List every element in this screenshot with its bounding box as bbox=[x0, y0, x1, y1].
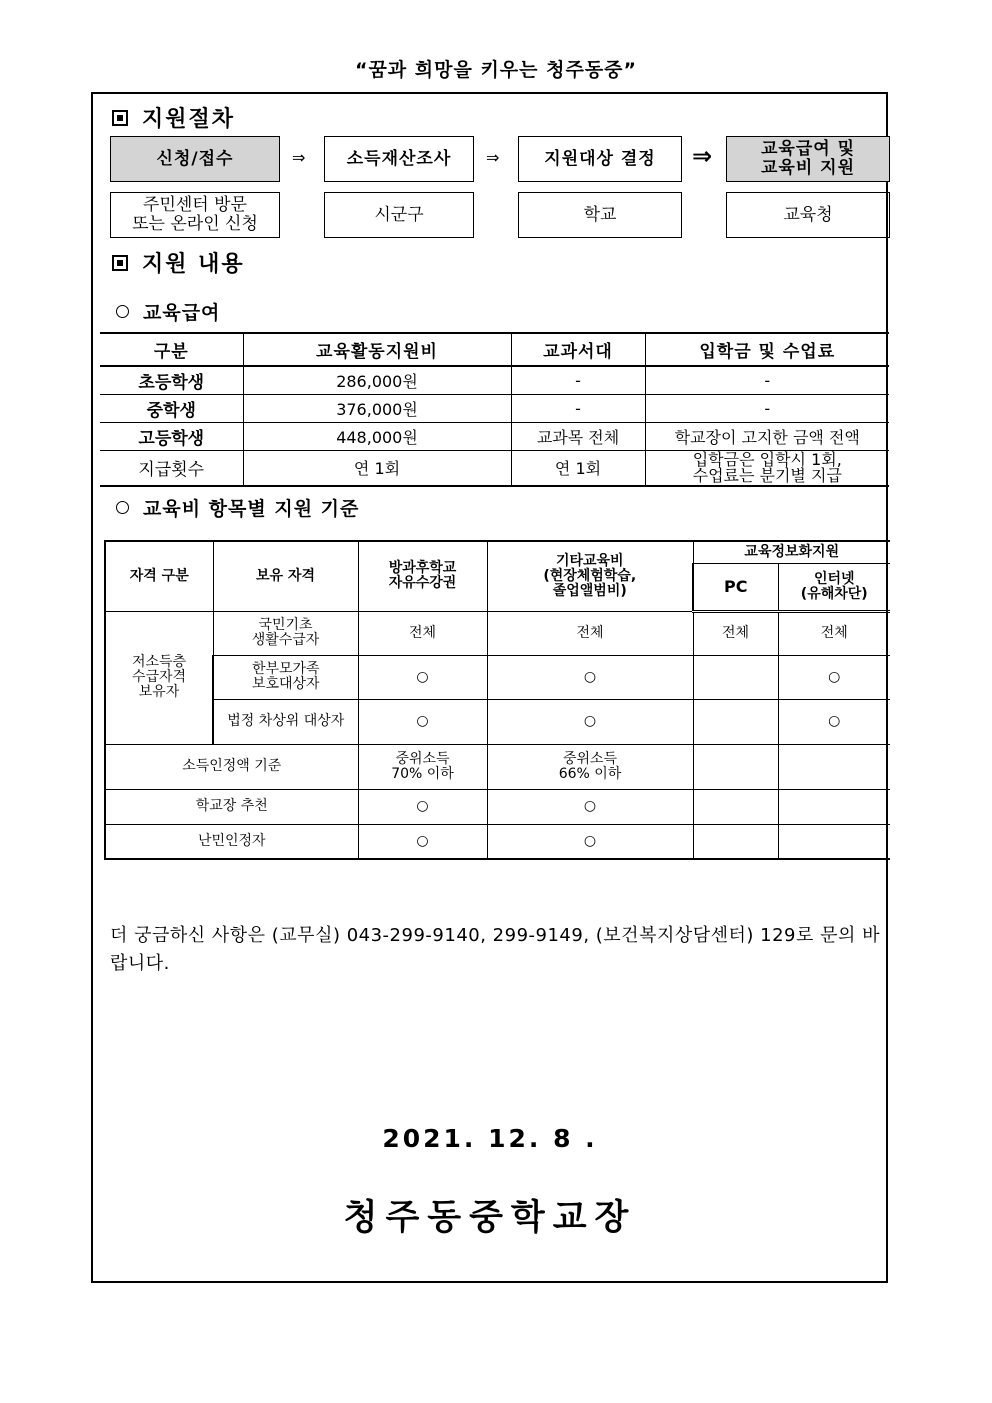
table-header-row: 자격 구분 보유 자격 방과후학교 자유수강권 기타교육비 (현장체험학습, 졸업앨범비) 교육정보화지원 bbox=[105, 541, 890, 563]
signer-name: 청주동중학교장 bbox=[343, 1198, 637, 1238]
table-row: 소득인정액 기준 중위소득 70% 이하 중위소득 66% 이하 bbox=[105, 744, 890, 789]
arrow-icon: ⇒ bbox=[486, 148, 500, 167]
table-row: 난민인정자 ○ ○ bbox=[105, 824, 890, 859]
table-row: 한부모가족 보호대상자 ○ ○ ○ bbox=[105, 655, 890, 699]
arrow-icon: ⇒ bbox=[292, 148, 306, 167]
square-bullet-icon bbox=[112, 255, 128, 271]
table-row: 법정 차상위 대상자 ○ ○ ○ bbox=[105, 699, 890, 744]
edu-benefit-title: 교육급여 bbox=[116, 298, 220, 325]
section-support-title bbox=[112, 247, 245, 278]
circle-bullet-icon bbox=[116, 305, 129, 318]
table-row: 저소득층 수급자격 보유자 국민기초 생활수급자 전체 전체 전체 전체 bbox=[105, 611, 890, 655]
school-slogan: “꿈과 희망을 키우는 청주동중” bbox=[354, 59, 638, 81]
section-process-title bbox=[112, 102, 235, 133]
step-decision: 지원대상 결정 bbox=[518, 136, 682, 182]
table-header-row: 구분 교육활동지원비 교과서대 입학금 및 수업료 bbox=[100, 333, 889, 366]
step-survey: 소득재산조사 bbox=[324, 136, 474, 182]
step-apply: 신청/접수 bbox=[110, 136, 280, 182]
contact-note: 더 궁금하신 사항은 (교무실) 043-299-9140, 299-9149, (보건복지상담센터) 129로 문의 바랍니다. bbox=[110, 925, 880, 974]
table-row: 학교장 추천 ○ ○ bbox=[105, 789, 890, 824]
step-support: 교육급여 및 교육비 지원 bbox=[726, 136, 890, 182]
step-support-detail: 교육청 bbox=[726, 192, 890, 238]
step-apply-detail: 주민센터 방문 또는 온라인 신청 bbox=[110, 192, 280, 238]
edu-cost-table bbox=[104, 540, 890, 860]
circle-bullet-icon bbox=[116, 501, 129, 514]
edu-benefit-table bbox=[100, 332, 889, 487]
square-bullet-icon bbox=[112, 110, 128, 126]
process-title-text: 지원절차 bbox=[142, 107, 236, 132]
document-date: 2021. 12. 8 . bbox=[382, 1124, 598, 1153]
table-row: 고등학생 448,000원 교과목 전체 학교장이 고지한 금액 전액 bbox=[100, 422, 889, 450]
table-row: 초등학생 286,000원 - - bbox=[100, 366, 889, 394]
support-title-text: 지원 내용 bbox=[142, 252, 245, 277]
edu-cost-title: 교육비 항목별 지원 기준 bbox=[116, 494, 359, 521]
table-row: 지급횟수 연 1회 연 1회 입학금은 입학시 1회, 수업료는 분기별 지급 bbox=[100, 450, 889, 486]
table-header-row: PC 인터넷 (유해차단) bbox=[105, 563, 890, 611]
step-survey-detail: 시군구 bbox=[324, 192, 474, 238]
arrow-big-icon: ⇒ bbox=[692, 142, 713, 170]
table-row: 중학생 376,000원 - - bbox=[100, 394, 889, 422]
step-decision-detail: 학교 bbox=[518, 192, 682, 238]
